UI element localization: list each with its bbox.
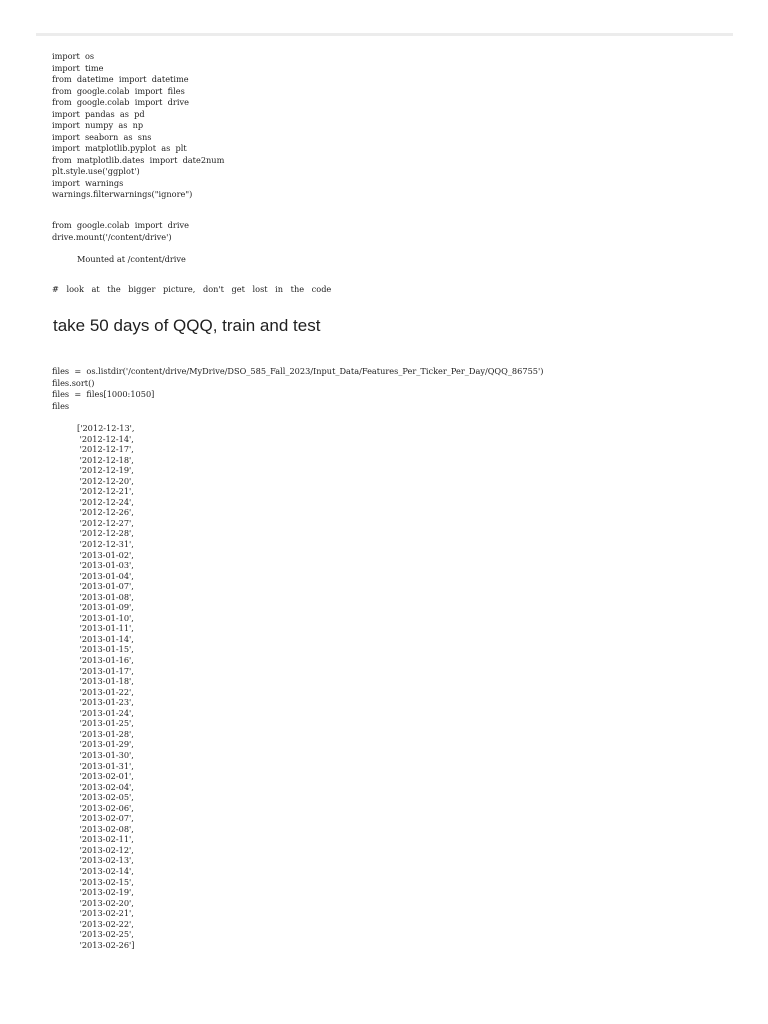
markdown-heading: take 50 days of QQQ, train and test (53, 316, 321, 335)
files-list-output: ['2012-12-13', '2012-12-14', '2012-12-17', '2012-12-18', '2012-12-19', '2012-12-20', '2012-12-21', '2012-12-24', '2012-12-26', '2012-12-27', '2012-12-28', '2012-12-31', '2013-01-02', '2013-01-03', '2013-01-04', '2013-01-07', '2013-01-08', '2013-01-09', '2013-01-10', '2013-01-11', '2013-01-14', '2013-01-15', '2013-01-16', '2013-01-17', '2013-01-18', '2013-01-22', '2013-01-23', '2013-01-24', '2013-01-25', '2013-01-28', '2013-01-29', '2013-01-30', '2013-01-31', '2013-02-01', '2013-02-04', '2013-02-05', '2013-02-06', '2013-02-07', '2013-02-08', '2013-02-11', '2013-02-12', '2013-02-13', '2013-02-14', '2013-02-15', '2013-02-19', '2013-02-20', '2013-02-21', '2013-02-22', '2013-02-25', '2013-02-26'] (77, 423, 135, 950)
comment-code-cell[interactable]: # look at the bigger picture, don't get lost in the code (52, 284, 332, 294)
drive-mount-output: Mounted at /content/drive (77, 254, 186, 264)
drive-mount-code-cell[interactable]: from google.colab import drive drive.mount('/content/drive') (52, 220, 189, 242)
cell-separator (36, 33, 733, 36)
imports-code-cell[interactable]: import os import time from datetime import datetime from google.colab import files from google.colab import drive import pandas as pd import numpy as np import seaborn as sns import matplotlib.pyplot as plt from matplotlib.dates import date2num plt.style.use('ggplot') import warnings warnings.filterwarnings("ignore") (52, 51, 225, 199)
files-code-cell[interactable]: files = os.listdir('/content/drive/MyDrive/DSO_585_Fall_2023/Input_Data/Features_Per_Ticker_Per_Day/QQQ_86755') files.sort() files = files[1000:1050] files (52, 366, 544, 411)
